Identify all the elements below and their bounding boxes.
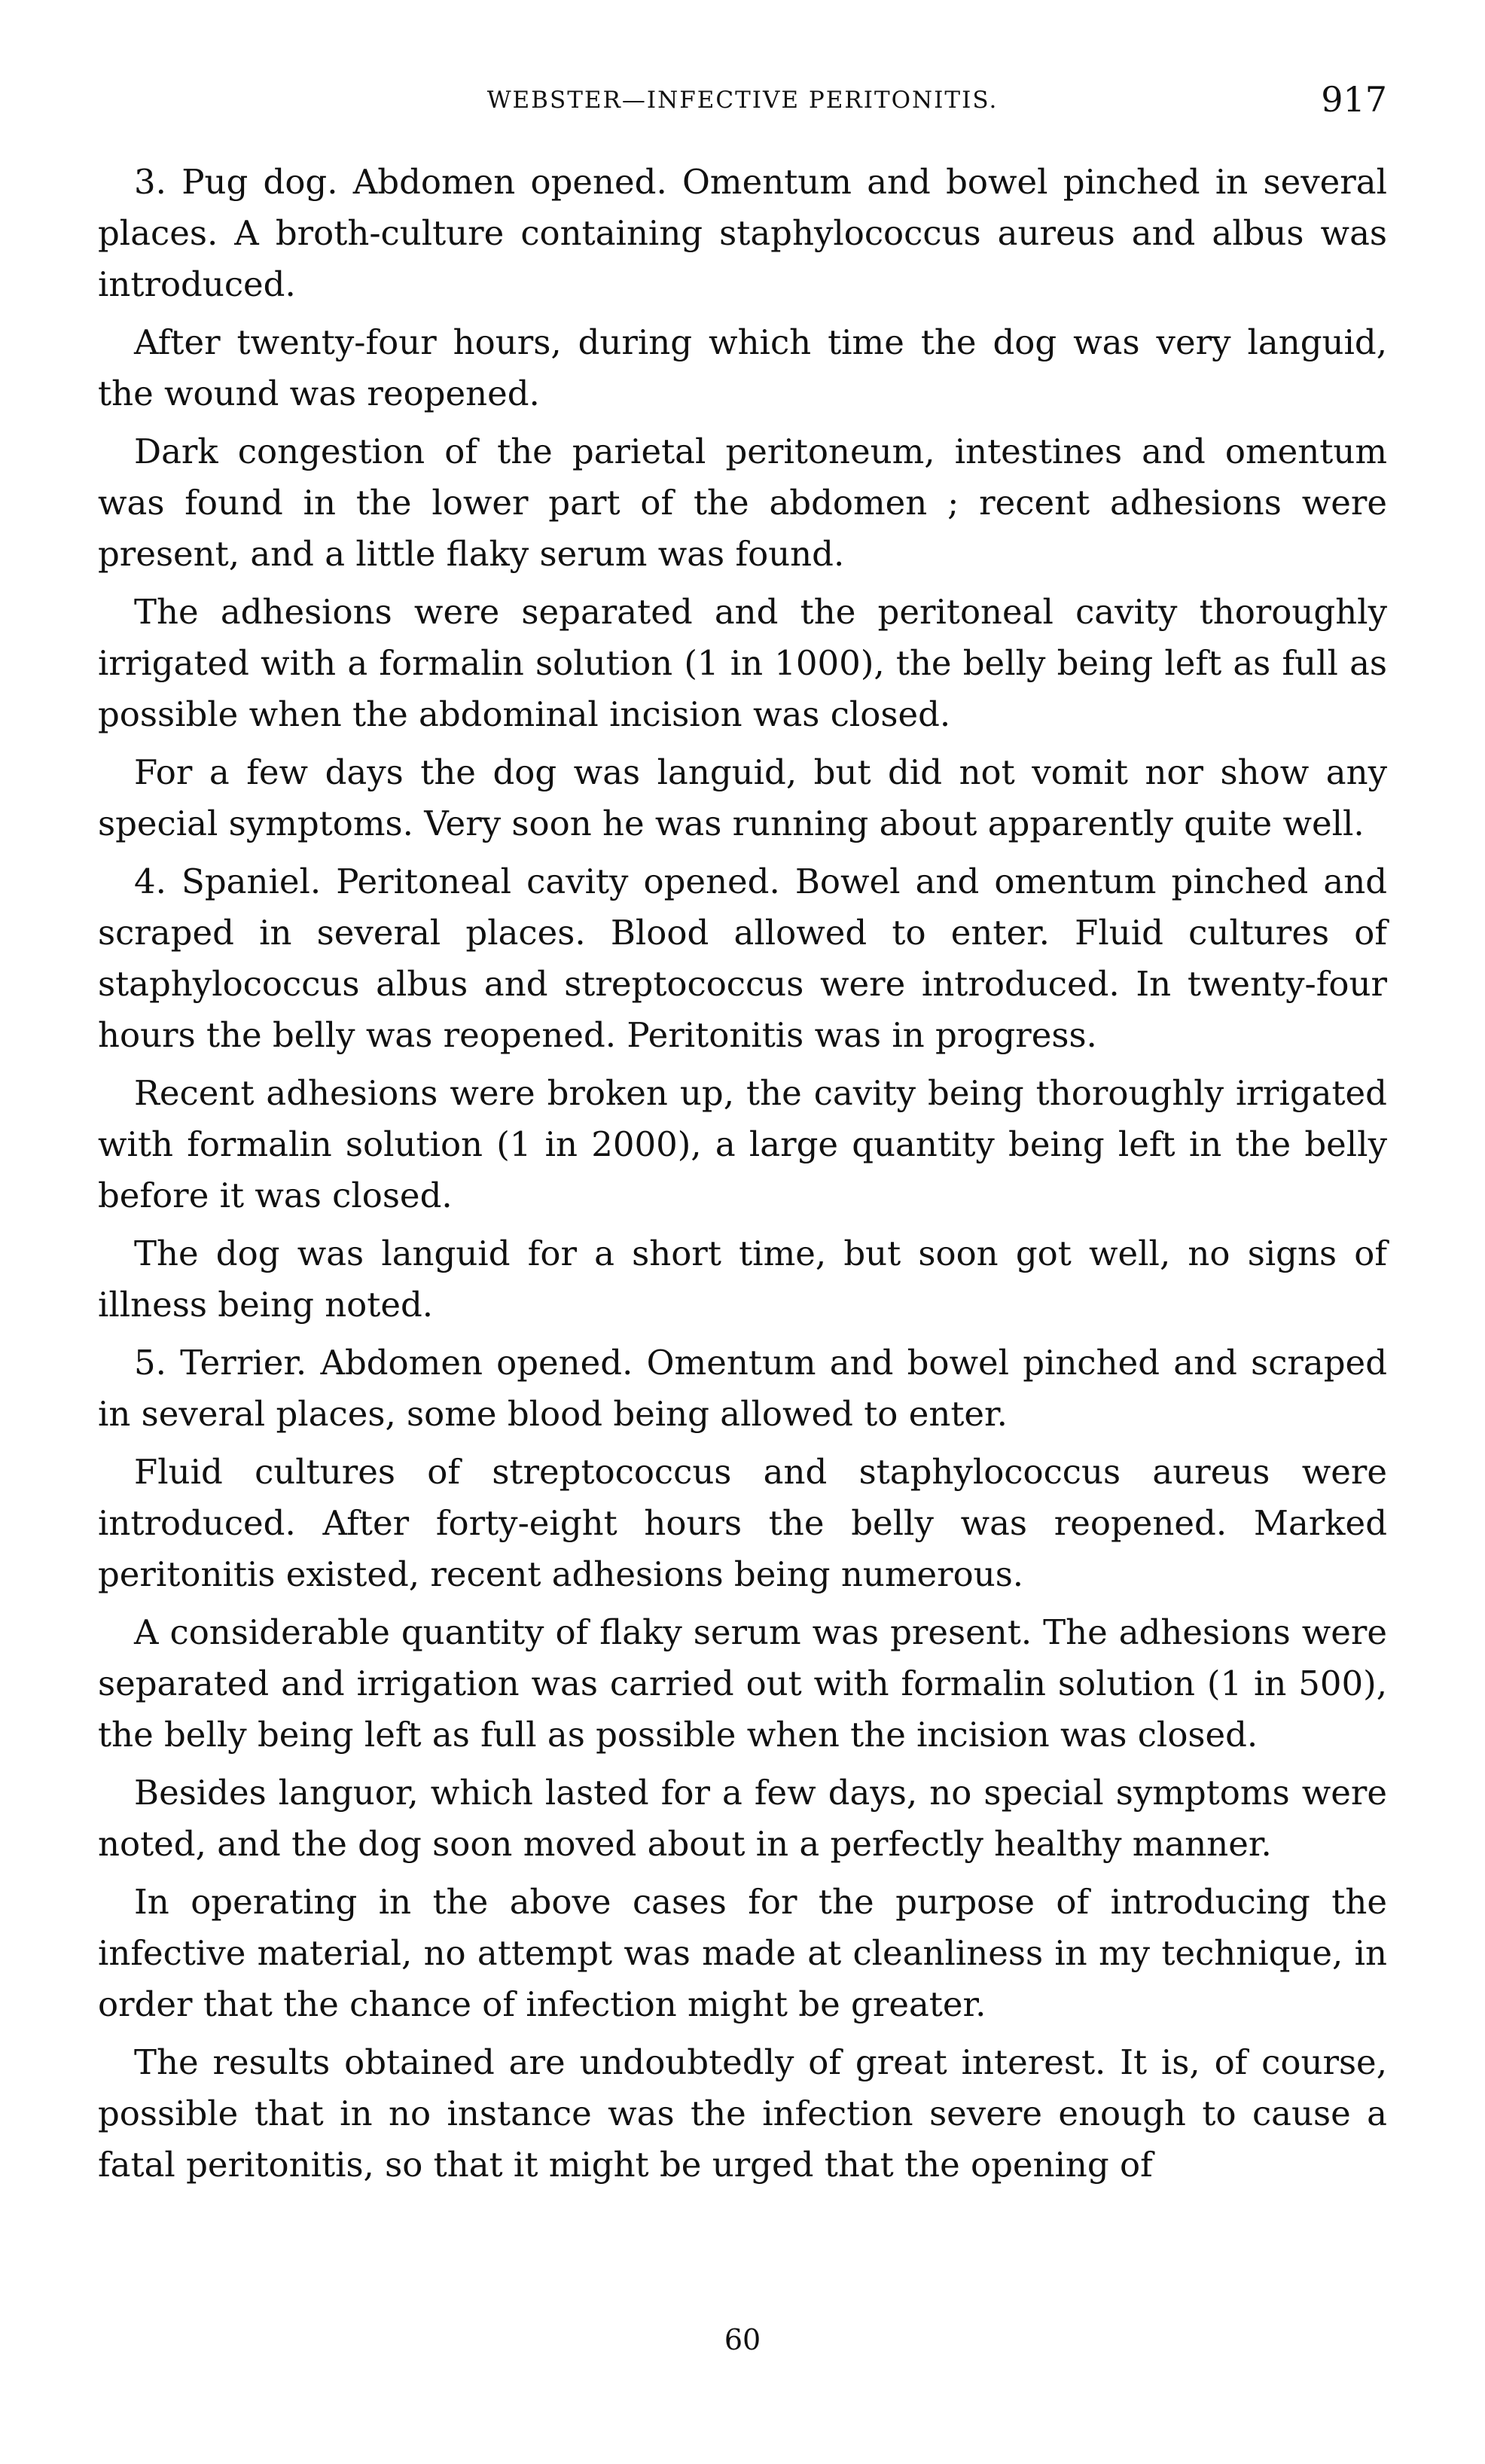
signature-mark: 60 <box>724 2323 761 2356</box>
body-text <box>98 157 1387 2197</box>
paragraph: A considerable quantity of flaky serum was present. The adhesions were separated and irrigation was carried out with formalin solution (1 in 500), the belly being left as full as possible when the incision was closed. <box>98 1612 1387 1755</box>
paragraph: 5. Terrier. Abdomen opened. Omentum and bowel pinched and scraped in several places, some blood being allowed to enter. <box>98 1343 1387 1434</box>
page-header <box>98 79 1387 132</box>
paragraph: The results obtained are undoubtedly of great interest. It is, of course, possible that in no instance was the infection severe enough to cause a fatal peritonitis, so that it might be urged that the opening of <box>98 2042 1387 2185</box>
paragraph: For a few days the dog was languid, but did not vomit nor show any special symptoms. Very soon he was running about apparently quite well. <box>98 752 1387 843</box>
page-number: 917 <box>1321 79 1387 120</box>
paragraph: Recent adhesions were broken up, the cavity being thoroughly irrigated with formalin solution (1 in 2000), a large quantity being left in the belly before it was closed. <box>98 1073 1387 1215</box>
paragraph: In operating in the above cases for the purpose of introducing the infective material, no attempt was made at cleanliness in my technique, in order that the chance of infection might be greater. <box>98 1882 1387 2024</box>
paragraph: Dark congestion of the parietal peritoneum, intestines and omentum was found in the lower part of the abdomen ; recent adhesions were present, and a little flaky serum was found. <box>98 432 1387 574</box>
paragraph: The adhesions were separated and the peritoneal cavity thoroughly irrigated with a formalin solution (1 in 1000), the belly being left as full as possible when the abdominal incision was closed. <box>98 592 1387 734</box>
paragraph: After twenty-four hours, during which time the dog was very languid, the wound was reopened. <box>98 322 1387 413</box>
running-head: WEBSTER—INFECTIVE PERITONITIS. <box>486 87 999 114</box>
paragraph: 4. Spaniel. Peritoneal cavity opened. Bowel and omentum pinched and scraped in several places. Blood allowed to enter. Fluid cultures of staphylococcus albus and streptococcus were introduced. In twenty-four hours the belly was reopened. Peritonitis was in progress. <box>98 861 1387 1055</box>
paragraph: 3. Pug dog. Abdomen opened. Omentum and bowel pinched in several places. A broth-culture containing staphylococcus aureus and albus was introduced. <box>98 162 1387 304</box>
paragraph: Fluid cultures of streptococcus and staphylococcus aureus were introduced. After forty-eight hours the belly was reopened. Marked peritonitis existed, recent adhesions being numerous. <box>98 1452 1387 1594</box>
paragraph: Besides languor, which lasted for a few days, no special symptoms were noted, and the dog soon moved about in a perfectly healthy manner. <box>98 1773 1387 1864</box>
book-page <box>98 79 1387 2436</box>
paragraph: The dog was languid for a short time, but soon got well, no signs of illness being noted. <box>98 1234 1387 1325</box>
